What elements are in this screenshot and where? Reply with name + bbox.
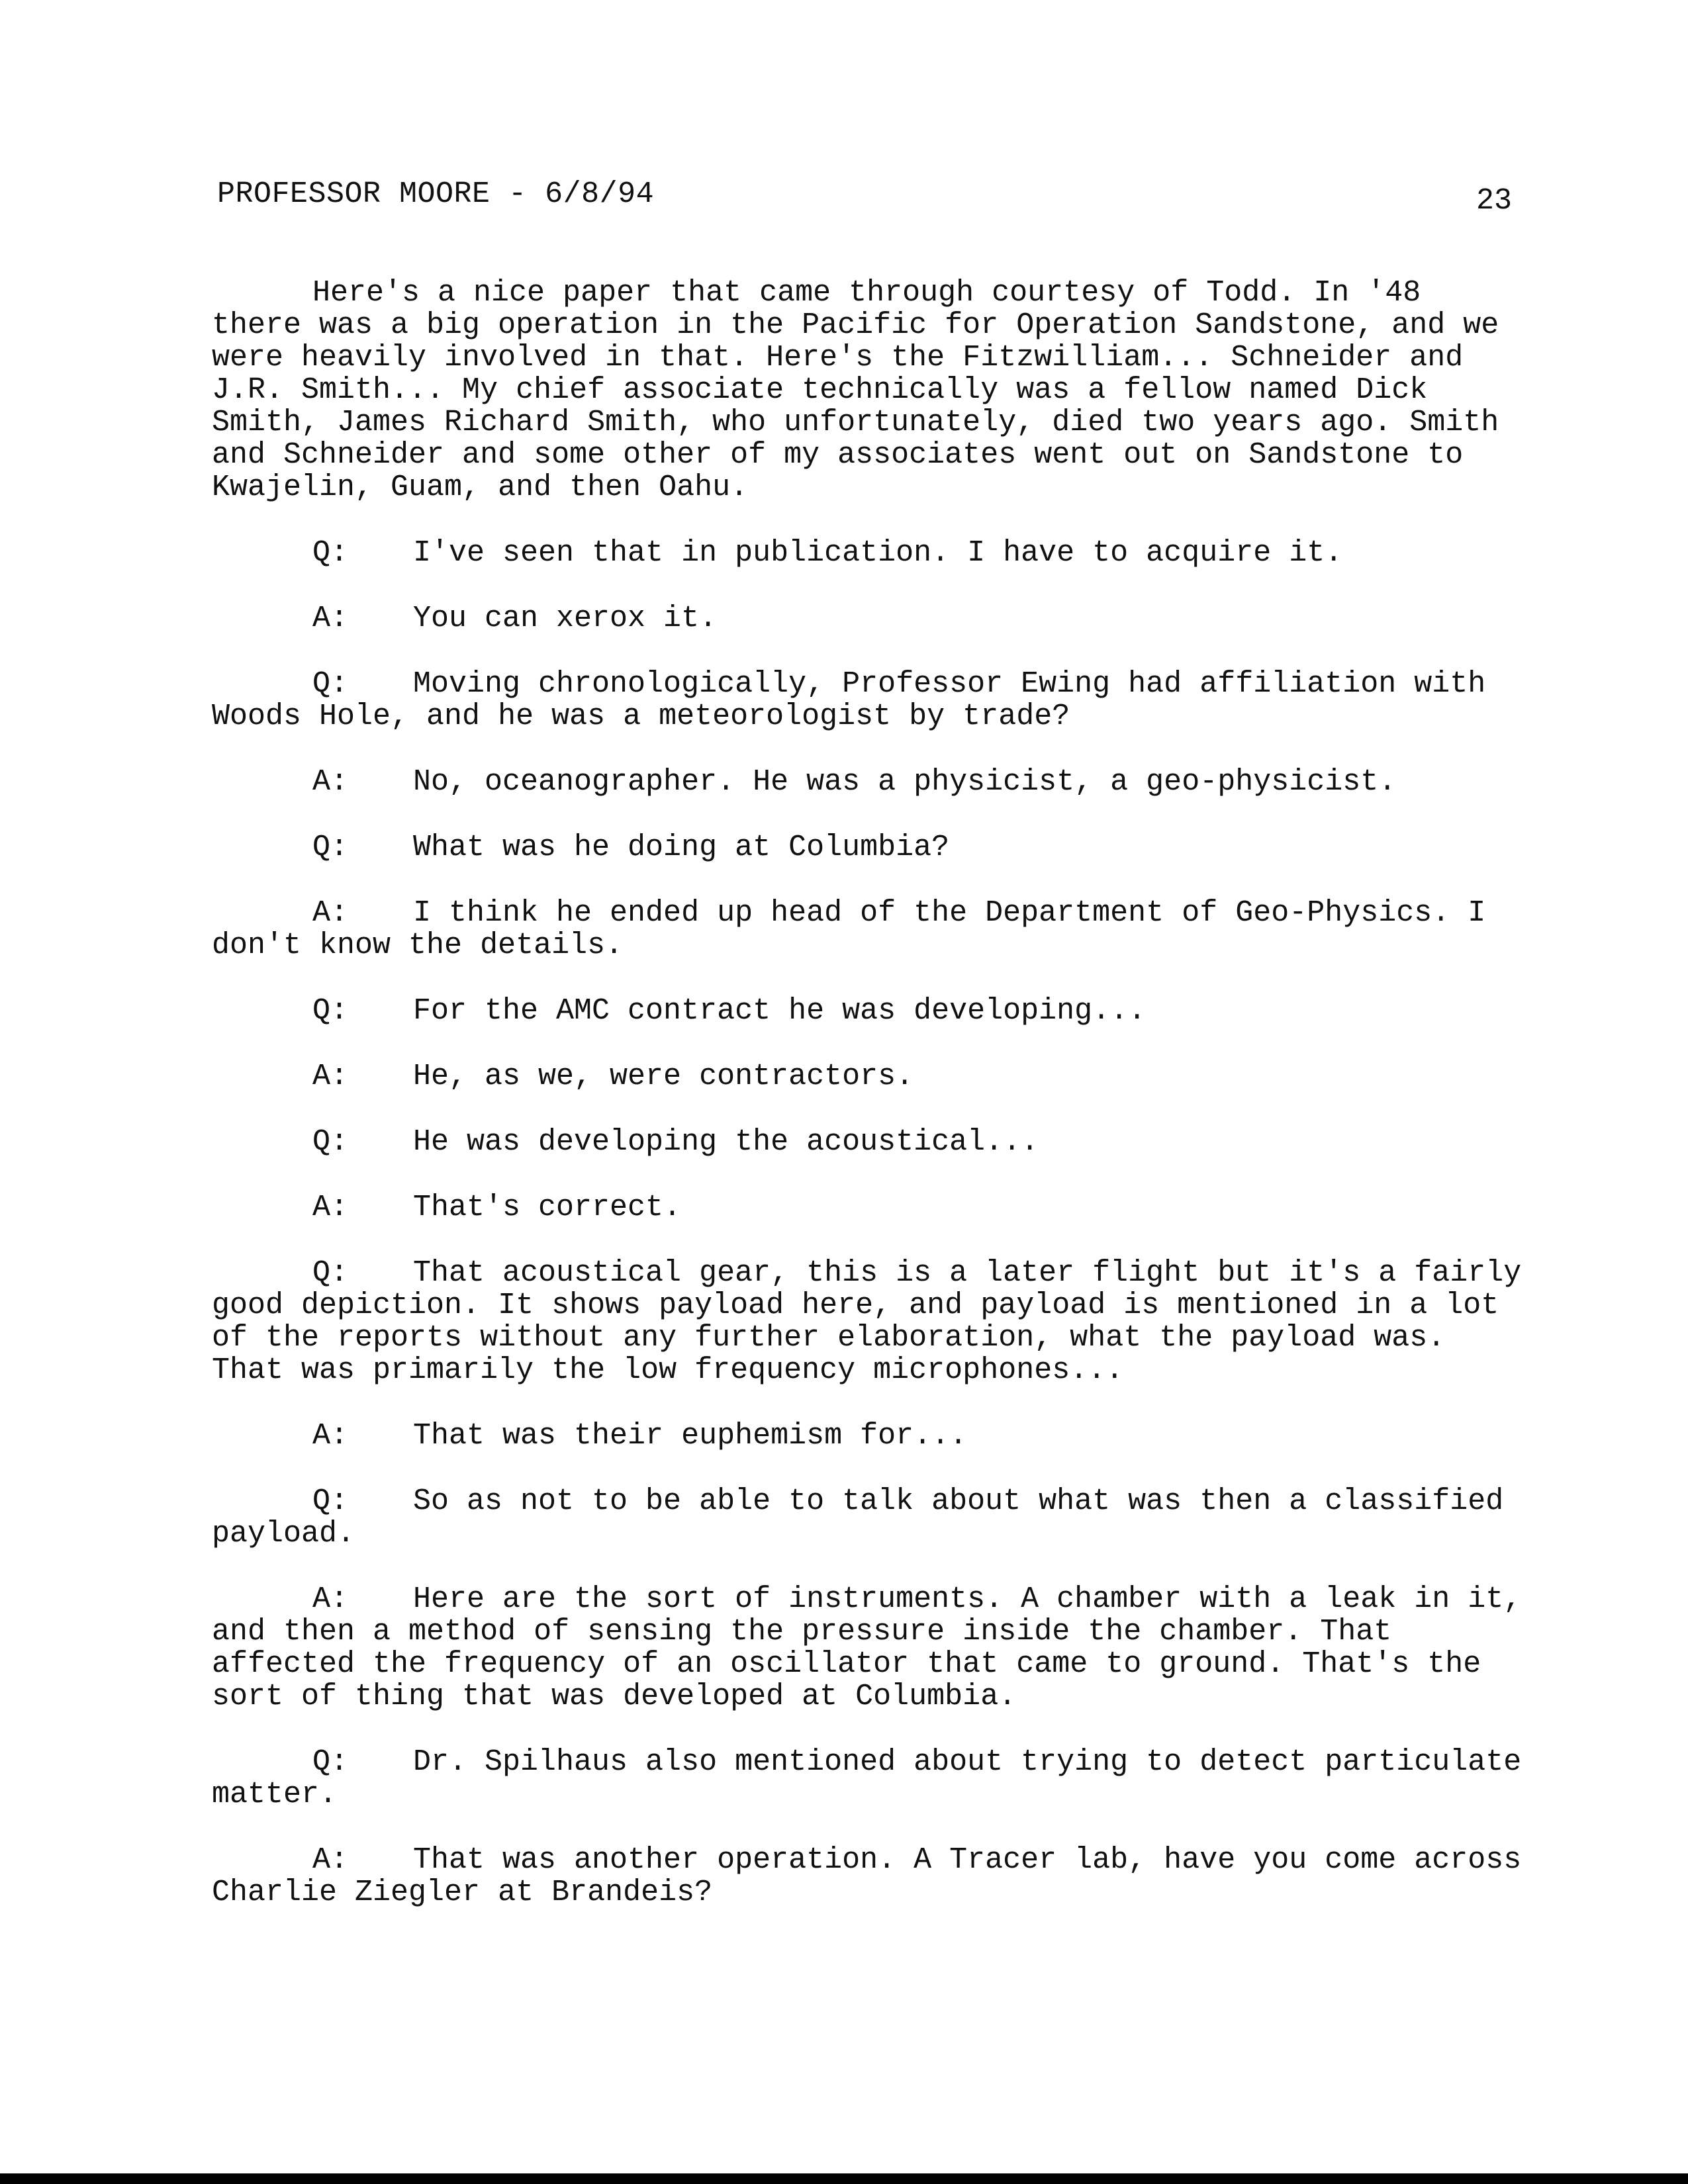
speaker-label: Q:	[312, 1125, 349, 1159]
exchange-text: Here are the sort of instruments. A chamber with a leak in it, and then a method of sensing the pressure inside the chamber. That affected the frequency of an oscillator that came to ground. That's the sort of thing that was developed at Columbia.	[212, 1582, 1522, 1713]
speaker-label: Q:	[312, 994, 349, 1028]
exchange-8	[212, 1060, 1523, 1093]
speaker-label: Q:	[312, 536, 349, 570]
speaker-label: A:	[312, 1419, 349, 1453]
exchange-text: He, as we, were contractors.	[413, 1060, 914, 1093]
speaker-label: A:	[312, 602, 349, 635]
exchange-text: That acoustical gear, this is a later flight but it's a fairly good depiction. It shows payload here, and payload is mentioned in a lot of the reports without any further elaboration, what the payload was. That was primarily the low frequency microphones...	[212, 1256, 1522, 1387]
exchange-text: Dr. Spilhaus also mentioned about trying to detect particulate matter.	[212, 1745, 1522, 1811]
exchange-text: So as not to be able to talk about what was then a classified payload.	[212, 1484, 1504, 1551]
exchange-text: For the AMC contract he was developing...	[413, 994, 1147, 1028]
exchange-15	[212, 1746, 1523, 1811]
exchange-text: No, oceanographer. He was a physicist, a geo-physicist.	[413, 765, 1397, 799]
exchange-6	[212, 897, 1523, 962]
speaker-label: Q:	[312, 1484, 349, 1518]
speaker-label: A:	[312, 896, 349, 930]
exchange-4	[212, 766, 1523, 798]
exchange-text: You can xerox it.	[413, 602, 718, 635]
exchange-text: That's correct.	[413, 1191, 682, 1224]
exchange-9	[212, 1126, 1523, 1158]
exchange-12	[212, 1420, 1523, 1452]
exchange-text: That was their euphemism for...	[413, 1419, 968, 1453]
speaker-label: A:	[312, 1582, 349, 1616]
intro-paragraph: Here's a nice paper that came through courtesy of Todd. In '48 there was a big operation in the Pacific for Operation Sandstone, and we were heavily involved in that. Here's the Fitzwilliam... Schneider and J.R. Smith... My chief associate technically was a fellow named Dick Smith, James Richard Smith, who unfortunately, died two years ago. Smith and Schneider and some other of my associates went out on Sandstone to Kwajelin, Guam, and then Oahu.	[212, 276, 1499, 504]
exchange-3	[212, 668, 1523, 733]
exchange-13	[212, 1485, 1523, 1550]
exchange-5	[212, 831, 1523, 864]
exchange-text: That was another operation. A Tracer lab, have you come across Charlie Ziegler at Brandeis?	[212, 1843, 1522, 1909]
exchange-text: I've seen that in publication. I have to acquire it.	[413, 536, 1343, 570]
exchange-text: He was developing the acoustical...	[413, 1125, 1039, 1159]
exchange-1	[212, 537, 1523, 569]
exchange-text: Moving chronologically, Professor Ewing had affiliation with Woods Hole, and he was a meteorologist by trade?	[212, 667, 1486, 733]
exchange-14	[212, 1583, 1523, 1713]
exchange-11	[212, 1257, 1523, 1387]
exchange-text: What was he doing at Columbia?	[413, 831, 950, 864]
speaker-label: A:	[312, 765, 349, 799]
speaker-label: Q:	[312, 1256, 349, 1290]
exchange-10	[212, 1191, 1523, 1224]
speaker-label: Q:	[312, 831, 349, 864]
scan-bottom-edge	[0, 2173, 1688, 2184]
page-number: 23	[1476, 184, 1513, 218]
speaker-label: Q:	[312, 1745, 349, 1779]
exchange-7	[212, 995, 1523, 1027]
exchange-16	[212, 1844, 1523, 1909]
exchange-2	[212, 602, 1523, 635]
speaker-label: A:	[312, 1843, 349, 1877]
speaker-label: Q:	[312, 667, 349, 701]
transcript-body	[212, 277, 1523, 1942]
document-header-title: PROFESSOR MOORE - 6/8/94	[217, 177, 655, 211]
speaker-label: A:	[312, 1060, 349, 1093]
speaker-label: A:	[312, 1191, 349, 1224]
exchange-text: I think he ended up head of the Department of Geo-Physics. I don't know the details.	[212, 896, 1486, 962]
